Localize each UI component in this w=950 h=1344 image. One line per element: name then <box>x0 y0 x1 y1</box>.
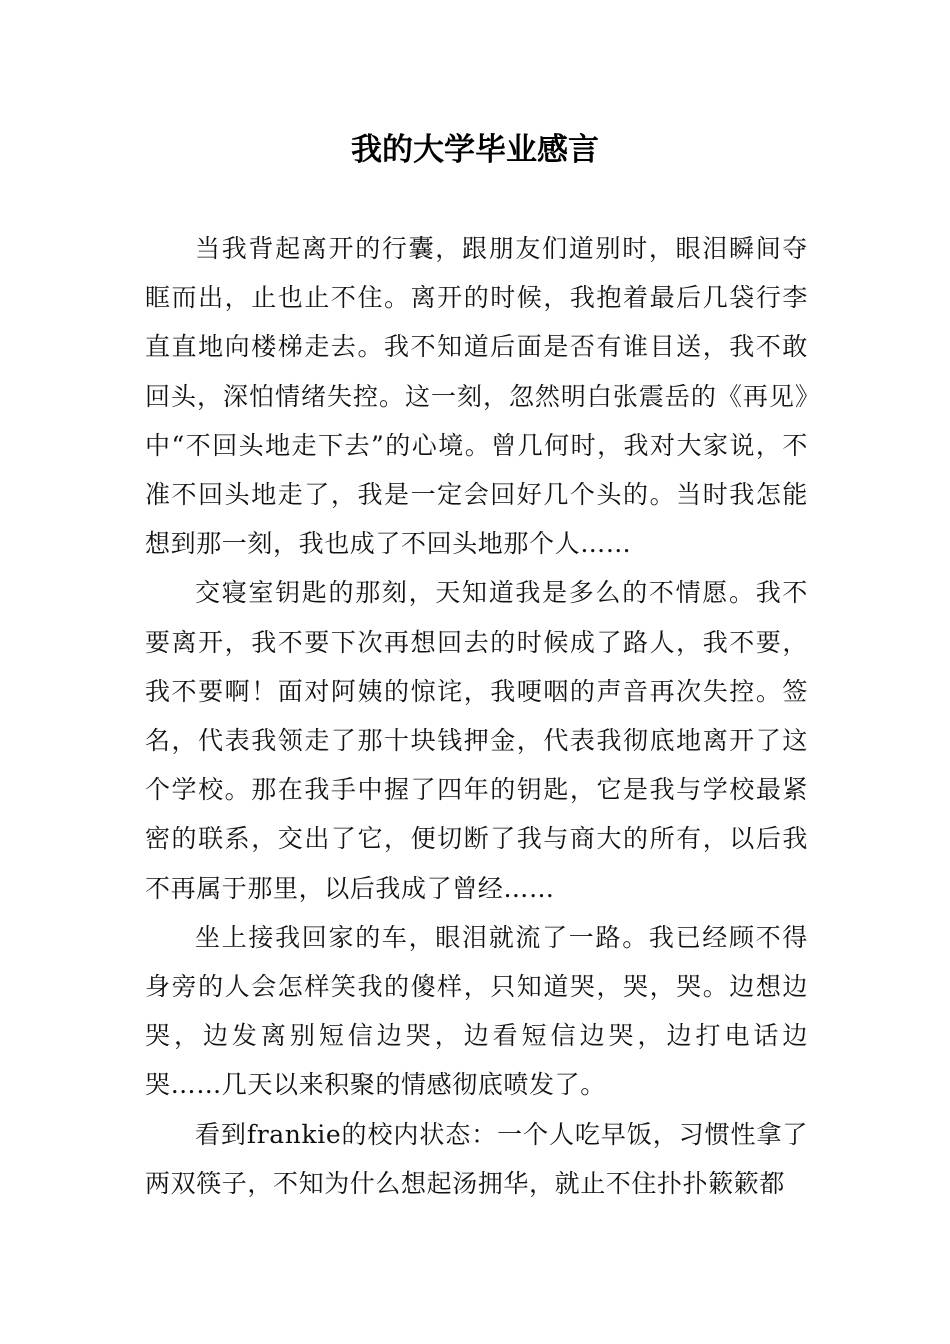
paragraph: 坐上接我回家的车，眼泪就流了一路。我已经顾不得身旁的人会怎样笑我的傻样，只知道哭，哭，哭。边想边哭，边发离别短信边哭，边看短信边哭，边打电话边哭……几天以来积聚的情感彻底喷发了。 <box>145 922 808 1100</box>
document-title: 我的大学毕业感言 <box>351 132 599 168</box>
paragraph: 当我背起离开的行囊，跟朋友们道别时，眼泪瞬间夺眶而出，止也止不住。离开的时候，我抱着最后几袋行李直直地向楼梯走去。我不知道后面是否有谁目送，我不敢回头，深怕情绪失控。这一刻，忽然明白张震岳的《再见》中“不回头地走下去”的心境。曾几何时，我对大家说，不准不回头地走了，我是一定会回好几个头的。当时我怎能想到那一刻，我也成了不回头地那个人…… <box>145 234 808 559</box>
document-body <box>145 224 808 1208</box>
paragraph: 看到frankie的校内状态：一个人吃早饭，习惯性拿了两双筷子，不知为什么想起汤拥华，就止不住扑扑簌簌都 <box>145 1119 808 1198</box>
paragraph: 交寝室钥匙的那刻，天知道我是多么的不情愿。我不要离开，我不要下次再想回去的时候成了路人，我不要，我不要啊！面对阿姨的惊诧，我哽咽的声音再次失控。签名，代表我领走了那十块钱押金，代表我彻底地离开了这个学校。那在我手中握了四年的钥匙，它是我与学校最紧密的联系，交出了它，便切断了我与商大的所有，以后我不再属于那里，以后我成了曾经…… <box>145 578 808 903</box>
